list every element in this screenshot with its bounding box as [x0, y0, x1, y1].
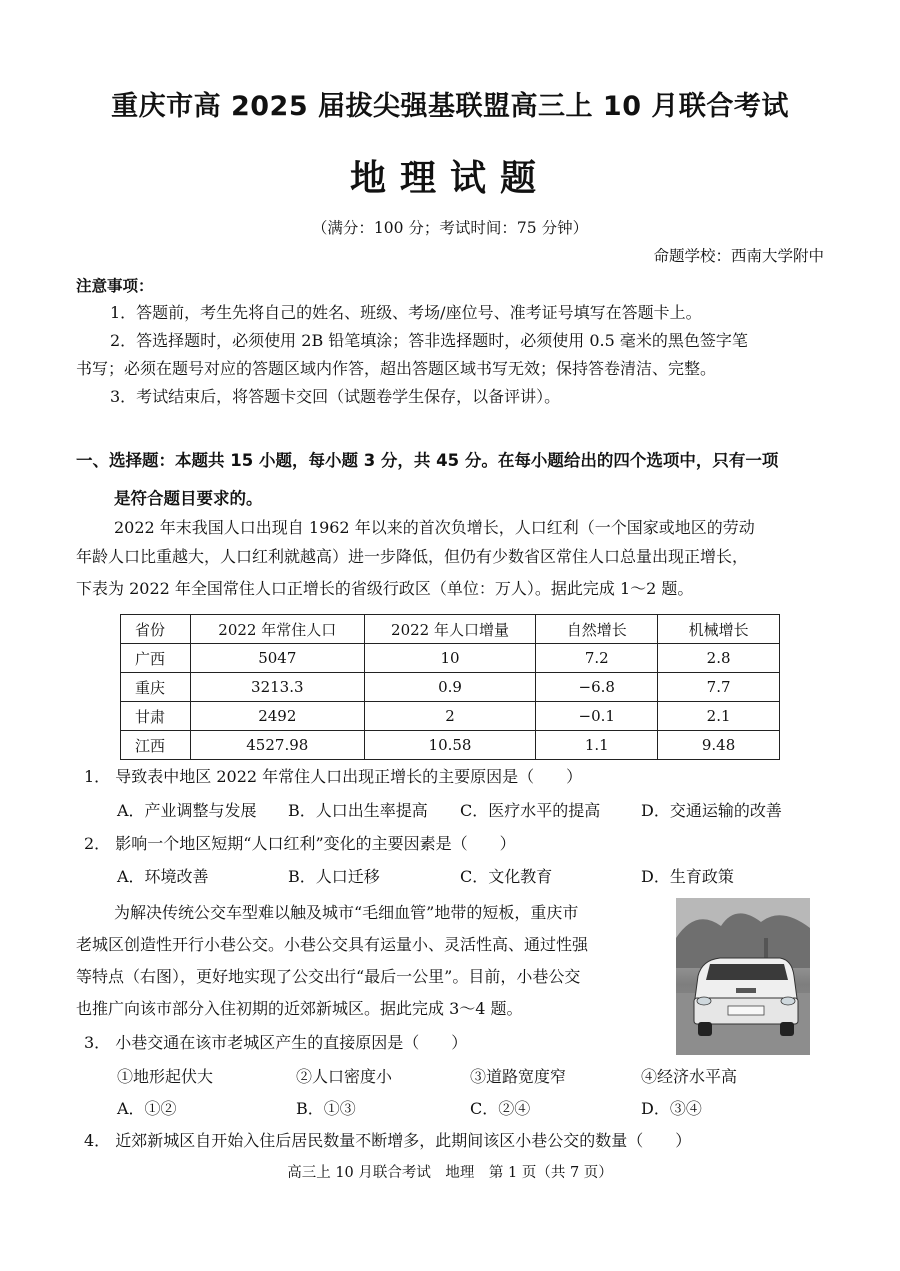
exam-title: 重庆市高 2025 届拔尖强基联盟高三上 10 月联合考试	[111, 91, 789, 122]
table-cell: 1.1	[536, 731, 658, 760]
minibus-illustration	[676, 898, 810, 1055]
question-1-option-a: A．产业调整与发展	[117, 801, 257, 820]
passage-line: 下表为 2022 年全国常住人口正增长的省级行政区（单位：万人）。据此完成 1～2 题。	[76, 579, 694, 598]
score-time-line: （满分：100 分；考试时间：75 分钟）	[311, 219, 589, 237]
question-3-factor: ②人口密度小	[296, 1067, 393, 1086]
population-table	[120, 614, 780, 760]
table-header-cell: 2022 年常住人口	[190, 615, 364, 644]
question-1-option-b: B．人口出生率提高	[288, 801, 428, 820]
passage-line: 2022 年末我国人口出现自 1962 年以来的首次负增长，人口红利（一个国家或地区的劳动	[114, 518, 755, 537]
table-header-cell: 2022 年人口增量	[364, 615, 536, 644]
table-row	[121, 644, 780, 673]
question-3-stem: 3． 小巷交通在该市老城区产生的直接原因是（ ）	[84, 1033, 468, 1052]
table-cell: 2.8	[658, 644, 780, 673]
subject-title: 地理试题	[349, 158, 550, 199]
note-item: 书写；必须在题号对应的答题区域内作答，超出答题区域书写无效；保持答卷清洁、完整。	[76, 359, 717, 378]
question-1-option-c: C．医疗水平的提高	[460, 801, 601, 820]
note-item: 1．答题前，考生先将自己的姓名、班级、考场/座位号、准考证号填写在答题卡上。	[110, 303, 702, 322]
notes-heading: 注意事项：	[76, 276, 154, 295]
school-line: 命题学校：西南大学附中	[653, 247, 824, 265]
question-1-option-d: D．交通运输的改善	[641, 801, 782, 820]
section-heading: 一、选择题：本题共 15 小题，每小题 3 分，共 45 分。在每小题给出的四个选项中，只有一项	[76, 451, 779, 470]
question-3-option-c: C．②④	[470, 1099, 531, 1118]
question-2-stem: 2． 影响一个地区短期“人口红利”变化的主要因素是（ ）	[84, 834, 516, 853]
passage-line: 老城区创造性开行小巷公交。小巷公交具有运量小、灵活性高、通过性强	[76, 935, 589, 954]
table-cell: 7.7	[658, 673, 780, 702]
table-cell: 广西	[121, 644, 191, 673]
table-header-cell: 省份	[121, 615, 191, 644]
table-cell: 2.1	[658, 702, 780, 731]
table-cell: −6.8	[536, 673, 658, 702]
table-cell: 江西	[121, 731, 191, 760]
question-3-factor: ④经济水平高	[641, 1067, 738, 1086]
table-cell: 7.2	[536, 644, 658, 673]
question-2-option-b: B．人口迁移	[288, 867, 380, 886]
question-3-option-b: B．①③	[296, 1099, 356, 1118]
question-4-stem: 4． 近郊新城区自开始入住后居民数量不断增多，此期间该区小巷公交的数量（ ）	[84, 1131, 692, 1150]
question-3-option-d: D．③④	[641, 1099, 702, 1118]
question-3-factor: ③道路宽度窄	[470, 1067, 567, 1086]
note-item: 2．答选择题时，必须使用 2B 铅笔填涂；答非选择题时，必须使用 0.5 毫米的黑色签字笔	[110, 331, 748, 350]
passage-line: 等特点（右图），更好地实现了公交出行“最后一公里”。目前，小巷公交	[76, 967, 581, 986]
table-cell: 重庆	[121, 673, 191, 702]
table-cell: 5047	[190, 644, 364, 673]
page-footer: 高三上 10 月联合考试 地理 第 1 页（共 7 页）	[287, 1165, 613, 1181]
question-2-option-c: C．文化教育	[460, 867, 553, 886]
question-3-option-a: A．①②	[117, 1099, 177, 1118]
passage-line: 也推广向该市部分入住初期的近郊新城区。据此完成 3～4 题。	[76, 999, 523, 1018]
question-2-option-a: A．环境改善	[117, 867, 209, 886]
note-item: 3．考试结束后，将答题卡交回（试题卷学生保存，以备评讲）。	[110, 387, 561, 406]
table-header-cell: 自然增长	[536, 615, 658, 644]
table-cell: −0.1	[536, 702, 658, 731]
table-header-row	[121, 615, 780, 644]
question-2-option-d: D．生育政策	[641, 867, 734, 886]
table-cell: 2492	[190, 702, 364, 731]
table-row	[121, 673, 780, 702]
table-cell: 4527.98	[190, 731, 364, 760]
table-row	[121, 731, 780, 760]
table-cell: 0.9	[364, 673, 536, 702]
section-heading-cont: 是符合题目要求的。	[114, 489, 263, 508]
table-cell: 10.58	[364, 731, 536, 760]
table-cell: 2	[364, 702, 536, 731]
passage-line: 为解决传统公交车型难以触及城市“毛细血管”地带的短板，重庆市	[114, 903, 579, 922]
table-cell: 10	[364, 644, 536, 673]
question-3-factor: ①地形起伏大	[117, 1067, 214, 1086]
table-row	[121, 702, 780, 731]
passage-line: 年龄人口比重越大，人口红利就越高）进一步降低，但仍有少数省区常住人口总量出现正增长，	[76, 547, 749, 566]
question-1-stem: 1． 导致表中地区 2022 年常住人口出现正增长的主要原因是（ ）	[84, 767, 583, 786]
table-header-cell: 机械增长	[658, 615, 780, 644]
minibus-photo	[676, 898, 810, 1055]
table-cell: 3213.3	[190, 673, 364, 702]
table-cell: 甘肃	[121, 702, 191, 731]
table-cell: 9.48	[658, 731, 780, 760]
